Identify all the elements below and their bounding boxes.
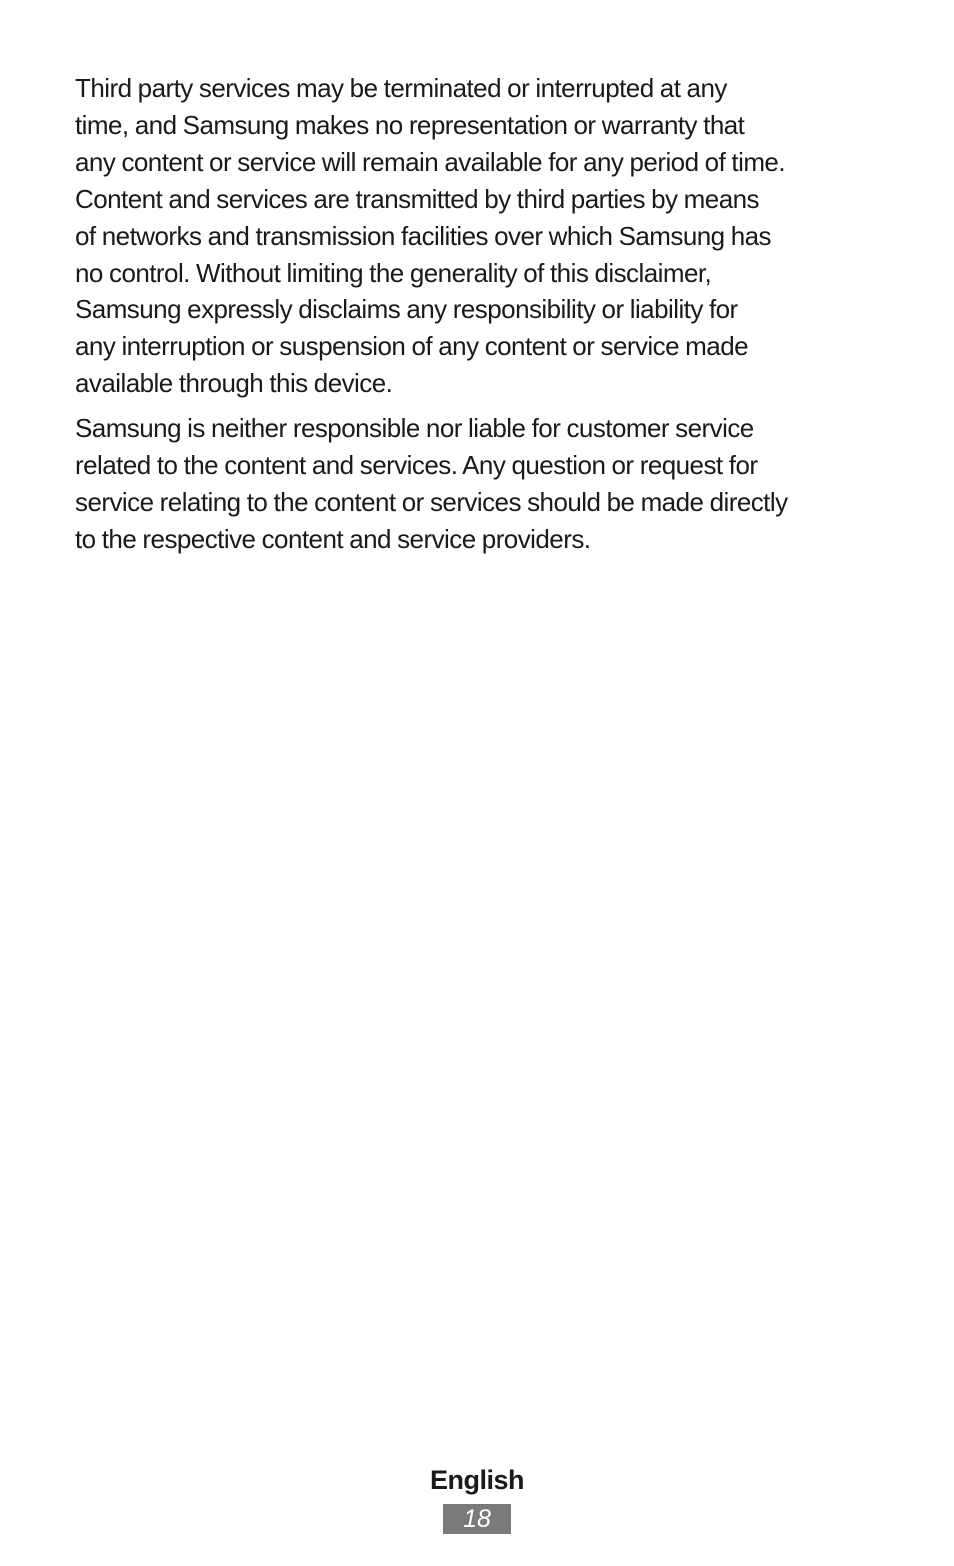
text-line: Third party services may be terminated or interrupted at any: [75, 73, 727, 103]
main-content: [75, 70, 875, 558]
page-footer: [0, 1462, 954, 1534]
text-line: of networks and transmission facilities over which Samsung has: [75, 220, 772, 251]
text-line: available through this device.: [75, 368, 393, 399]
text-line: related to the content and services. Any question or request for: [75, 450, 758, 481]
text-line: any interruption or suspension of any content or service made: [75, 331, 749, 362]
text-line: time, and Samsung makes no representation or warranty that: [75, 109, 745, 140]
text-line: any content or service will remain available for any period of time.: [75, 146, 786, 177]
text-line: Content and services are transmitted by third parties by means: [75, 183, 759, 214]
text-line: to the respective content and service providers.: [75, 523, 591, 554]
paragraph-third-party-services: [75, 70, 875, 402]
paragraph-customer-service: [75, 410, 875, 558]
language-label: English: [429, 1465, 524, 1495]
text-line: Samsung is neither responsible nor liable for customer service: [75, 413, 754, 444]
text-line: Samsung expressly disclaims any responsibility or liability for: [75, 294, 738, 325]
text-line: no control. Without limiting the generality of this disclaimer,: [75, 257, 712, 288]
page-number-badge: 18: [443, 1504, 511, 1534]
text-line: service relating to the content or services should be made directly: [75, 486, 788, 517]
